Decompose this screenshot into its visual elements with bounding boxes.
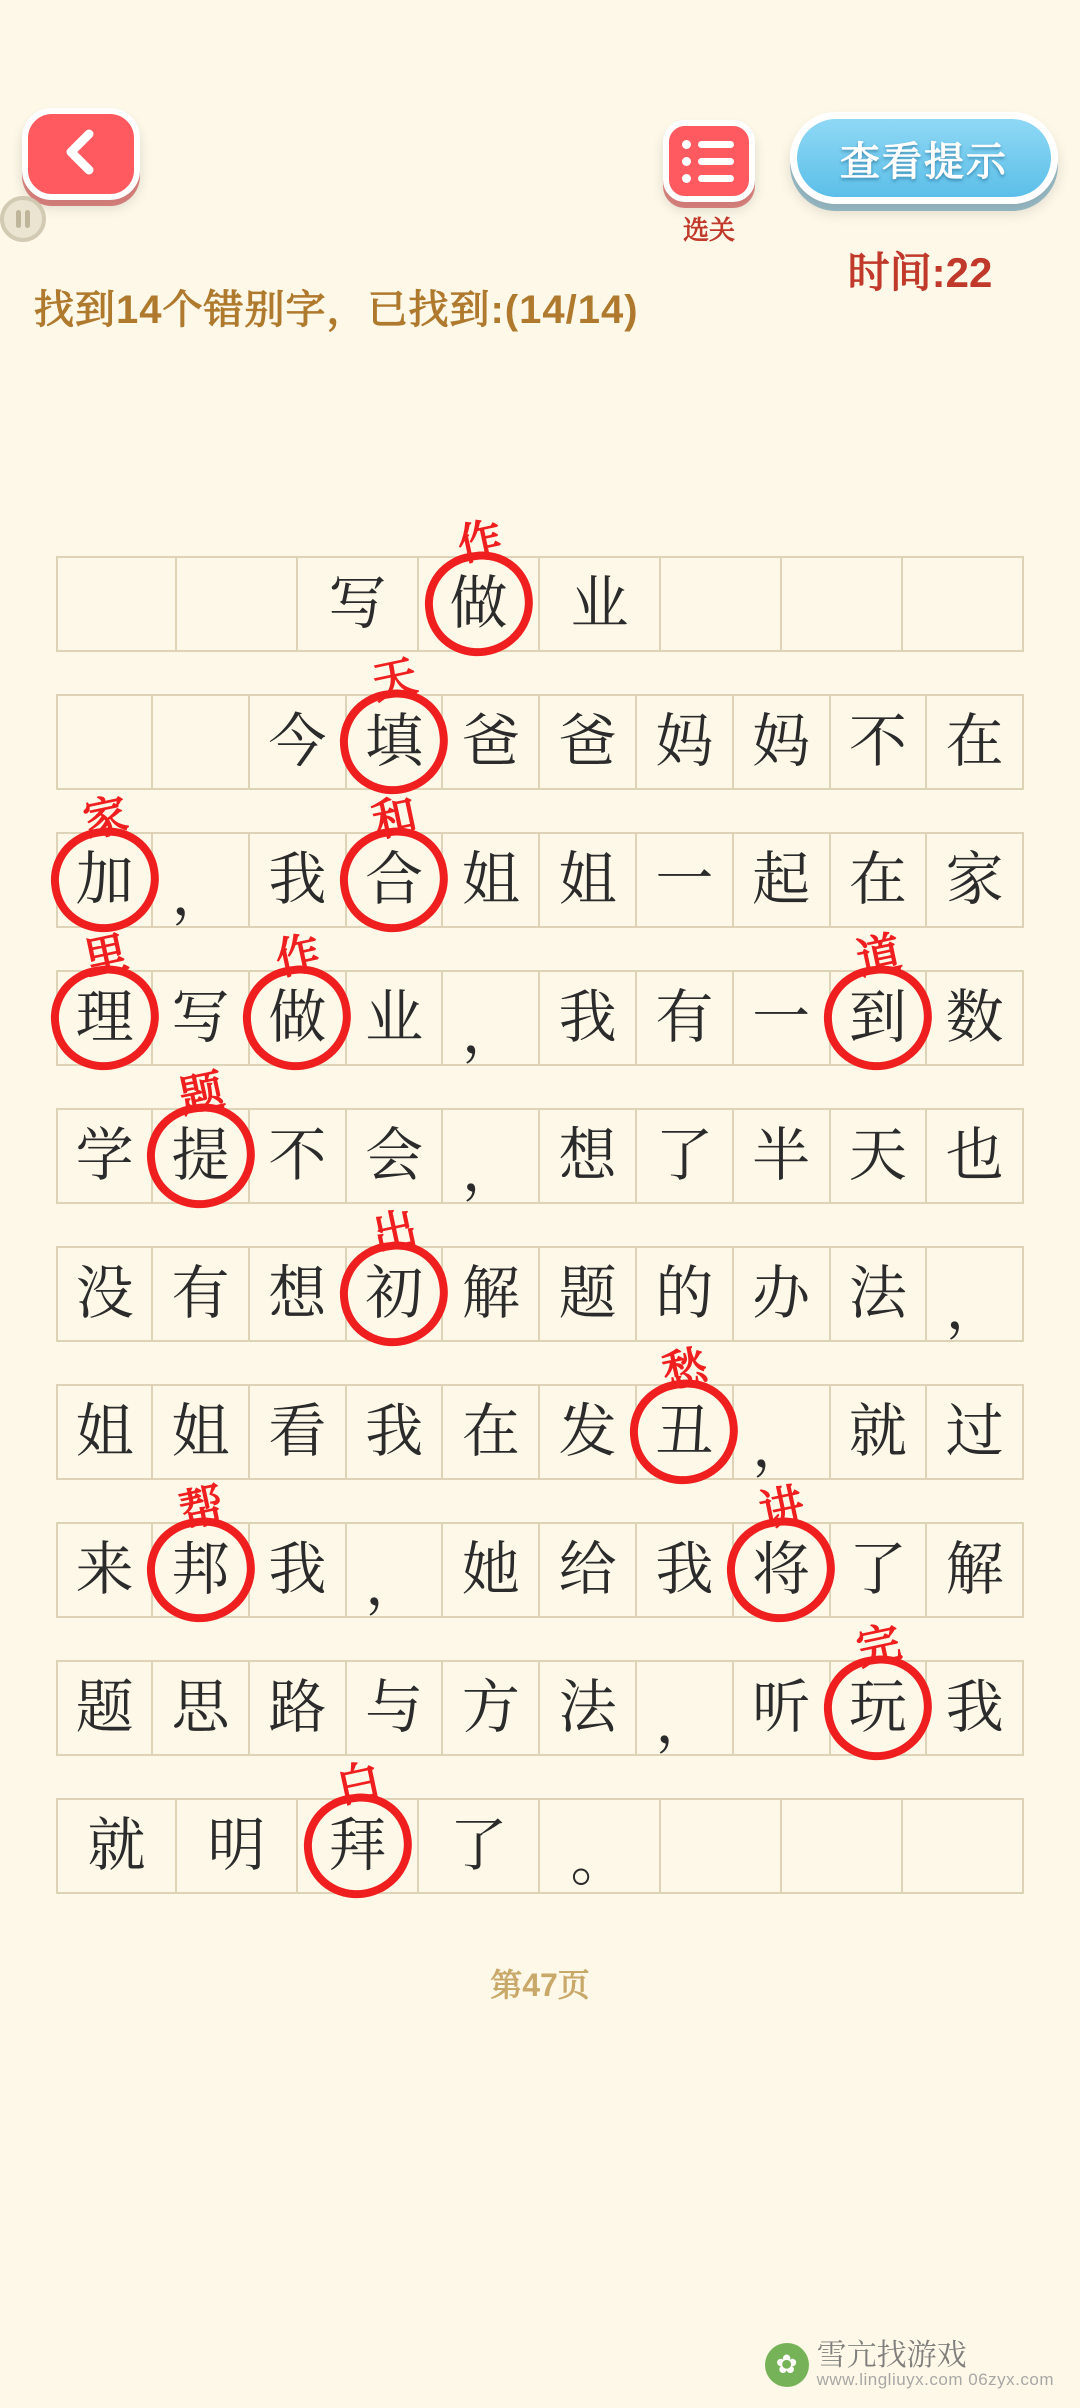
cell-character: ，: [945, 1276, 1004, 1341]
grid-row: [56, 513, 1024, 652]
grid-cell: [661, 1798, 782, 1894]
cell-character: 家: [945, 847, 1004, 912]
cell-character: 在: [848, 847, 907, 912]
cell-character: 看: [268, 1399, 327, 1464]
correction-annotation: 作: [452, 513, 507, 571]
grid-cell: [56, 556, 177, 652]
cell-character: 就: [848, 1399, 907, 1464]
cell-character: 的: [655, 1261, 714, 1326]
cell-character: 明: [207, 1813, 266, 1878]
hint-button[interactable]: [790, 112, 1058, 204]
grid-cell-marked[interactable]: [419, 513, 540, 652]
grid-cell[interactable]: [153, 1384, 250, 1480]
cell-character: ，: [171, 862, 230, 927]
grid-cell[interactable]: [637, 1246, 734, 1342]
cell-character: 提: [171, 1123, 230, 1188]
cell-character: 不: [268, 1123, 327, 1188]
watermark-main: 雪亢找游戏: [816, 2338, 967, 2372]
cell-character: 到: [848, 985, 907, 1050]
correction-annotation: 和: [368, 789, 422, 847]
grid-cell[interactable]: [927, 1660, 1024, 1756]
grid-cell[interactable]: [927, 1522, 1024, 1618]
grid-cell[interactable]: [250, 1522, 347, 1618]
cell-character: 方: [461, 1675, 520, 1740]
progress-label: 找到14个错别字，已找到:(14/14): [34, 288, 639, 332]
grid-cell[interactable]: [443, 1522, 540, 1618]
grid-cell[interactable]: [927, 1108, 1024, 1204]
cell-character: 没: [75, 1261, 134, 1326]
cell-character: 做: [449, 571, 508, 636]
cell-character: 数: [945, 985, 1004, 1050]
correction-annotation: 帮: [174, 1479, 229, 1537]
grid-cell[interactable]: [734, 1660, 831, 1756]
grid-cell[interactable]: [443, 1384, 540, 1480]
grid-cell-marked[interactable]: [347, 789, 444, 928]
grid-cell[interactable]: [250, 694, 347, 790]
grid-cell[interactable]: [540, 1246, 637, 1342]
grid-cell[interactable]: [298, 556, 419, 652]
grid-cell[interactable]: [443, 970, 540, 1066]
cell-character: 思: [171, 1675, 230, 1740]
grid-cell: [903, 556, 1024, 652]
grid-cell[interactable]: [347, 1522, 444, 1618]
grid-cell: [661, 556, 782, 652]
grid-cell[interactable]: [443, 694, 540, 790]
cell-character: 姐: [558, 847, 617, 912]
grid-row: [56, 1065, 1024, 1204]
cell-character: 会: [365, 1123, 424, 1188]
correction-annotation: 里: [78, 927, 133, 985]
grid-cell[interactable]: [419, 1798, 540, 1894]
cell-character: ，: [365, 1552, 424, 1617]
cell-character: 想: [268, 1261, 327, 1326]
chevron-left-icon: [55, 126, 107, 183]
cell-character: 听: [752, 1675, 811, 1740]
cell-character: 理: [75, 985, 134, 1050]
cell-character: 给: [558, 1537, 617, 1602]
grid-cell-marked[interactable]: [637, 1341, 734, 1480]
grid-cell[interactable]: [250, 1660, 347, 1756]
grid-cell[interactable]: [540, 1384, 637, 1480]
hint-button-label: 查看提示: [840, 139, 1008, 184]
grid-cell[interactable]: [831, 1384, 928, 1480]
cell-character: 爸: [558, 709, 617, 774]
cell-character: 有: [655, 985, 714, 1050]
grid-cell[interactable]: [734, 1246, 831, 1342]
correction-annotation: 出: [368, 1203, 422, 1261]
cell-character: 题: [558, 1261, 617, 1326]
cell-character: 一: [655, 847, 714, 912]
grid-cell: [903, 1798, 1024, 1894]
puzzle-grid: [56, 513, 1024, 2003]
grid-cell[interactable]: [153, 970, 250, 1066]
cell-character: 了: [449, 1813, 508, 1878]
cell-character: 就: [87, 1813, 146, 1878]
grid-cell[interactable]: [734, 1384, 831, 1480]
grid-cell[interactable]: [153, 1660, 250, 1756]
grid-row: [56, 927, 1024, 1066]
cell-character: ，: [655, 1690, 714, 1755]
correction-annotation: 作: [271, 927, 325, 985]
cell-character: 题: [75, 1675, 134, 1740]
grid-cell[interactable]: [177, 1798, 298, 1894]
grid-row: [56, 1755, 1024, 1894]
grid-cell[interactable]: [56, 1246, 153, 1342]
cell-character: 。: [570, 1828, 629, 1893]
cell-character: 妈: [655, 709, 714, 774]
grid-cell[interactable]: [540, 1798, 661, 1894]
cell-character: 初: [365, 1261, 424, 1326]
cell-character: 解: [461, 1261, 520, 1326]
grid-cell: [177, 556, 298, 652]
cell-character: 我: [365, 1399, 424, 1464]
cell-character: 有: [171, 1261, 230, 1326]
cell-character: 在: [945, 709, 1004, 774]
cell-character: 一: [752, 985, 811, 1050]
cell-character: 办: [752, 1261, 811, 1326]
grid-cell[interactable]: [637, 832, 734, 928]
cell-character: 我: [268, 847, 327, 912]
grid-cell: [782, 556, 903, 652]
level-select-button[interactable]: [663, 120, 755, 202]
cell-character: 想: [558, 1123, 617, 1188]
grid-cell[interactable]: [540, 1660, 637, 1756]
grid-cell[interactable]: [540, 970, 637, 1066]
correction-annotation: 家: [78, 789, 133, 847]
grid-cell[interactable]: [927, 970, 1024, 1066]
grid-cell[interactable]: [637, 1522, 734, 1618]
grid-cell[interactable]: [831, 1108, 928, 1204]
cell-character: 业: [570, 571, 629, 636]
page-number: 第47页: [490, 1967, 590, 2003]
cell-character: 妈: [752, 709, 811, 774]
grid-cell-marked[interactable]: [56, 927, 153, 1066]
grid-cell[interactable]: [927, 1384, 1024, 1480]
grid-cell-marked[interactable]: [347, 1203, 444, 1342]
cell-character: 玩: [848, 1675, 907, 1740]
correction-annotation: 白: [331, 1755, 386, 1813]
grid-cell[interactable]: [347, 970, 444, 1066]
grid-cell[interactable]: [831, 694, 928, 790]
cell-character: 了: [655, 1123, 714, 1188]
grid-cell[interactable]: [250, 1384, 347, 1480]
cell-character: 天: [848, 1123, 907, 1188]
side-handle[interactable]: [0, 196, 46, 242]
correction-annotation: 愁: [658, 1341, 712, 1399]
cell-character: 姐: [171, 1399, 230, 1464]
cell-character: 起: [752, 847, 811, 912]
cell-character: 姐: [75, 1399, 134, 1464]
grid-row: [56, 1617, 1024, 1756]
grid-cell[interactable]: [56, 1660, 153, 1756]
grid-cell[interactable]: [927, 1246, 1024, 1342]
cell-character: 邦: [171, 1537, 230, 1602]
correction-annotation: 讲: [755, 1479, 809, 1537]
grid-cell: [56, 694, 153, 790]
grid-cell[interactable]: [250, 1246, 347, 1342]
grid-cell[interactable]: [443, 832, 540, 928]
cell-character: 法: [848, 1261, 907, 1326]
cell-character: ，: [752, 1414, 811, 1479]
grid-row: [56, 1479, 1024, 1618]
cell-character: 在: [461, 1399, 520, 1464]
leaf-icon: ✿: [765, 2343, 809, 2387]
grid-cell[interactable]: [927, 694, 1024, 790]
cell-character: 半: [752, 1123, 811, 1188]
cell-character: 解: [945, 1537, 1004, 1602]
cell-character: 丑: [655, 1399, 714, 1464]
grid-row: [56, 1203, 1024, 1342]
cell-character: 我: [268, 1537, 327, 1602]
grid-cell[interactable]: [637, 694, 734, 790]
grid-cell[interactable]: [347, 1108, 444, 1204]
grid-cell[interactable]: [540, 694, 637, 790]
cell-character: 我: [655, 1537, 714, 1602]
grid-cell[interactable]: [831, 832, 928, 928]
correction-annotation: 完: [852, 1617, 906, 1675]
cell-character: 加: [75, 847, 134, 912]
cell-character: 我: [558, 985, 617, 1050]
grid-cell[interactable]: [443, 1660, 540, 1756]
cell-character: 合: [365, 847, 424, 912]
cell-character: 学: [75, 1123, 134, 1188]
cell-character: 她: [461, 1537, 520, 1602]
grid-cell[interactable]: [734, 970, 831, 1066]
cell-character: 写: [171, 985, 230, 1050]
level-select-label: 选关: [682, 215, 735, 245]
grid-cell: [153, 694, 250, 790]
cell-character: 不: [848, 709, 907, 774]
grid-cell-marked[interactable]: [734, 1479, 831, 1618]
cell-character: 发: [558, 1399, 617, 1464]
grid-cell[interactable]: [250, 832, 347, 928]
grid-cell[interactable]: [831, 1522, 928, 1618]
grid-cell[interactable]: [540, 1522, 637, 1618]
grid-cell[interactable]: [540, 832, 637, 928]
cell-character: 与: [365, 1675, 424, 1740]
cell-character: ，: [461, 1000, 520, 1065]
grid-cell-marked[interactable]: [56, 789, 153, 928]
grid-cell-marked[interactable]: [153, 1065, 250, 1204]
timer-label: 时间:22: [847, 249, 993, 296]
grid-row: [56, 789, 1024, 928]
cell-character: 做: [268, 985, 327, 1050]
grid-cell[interactable]: [637, 970, 734, 1066]
grid-cell-marked[interactable]: [831, 1617, 928, 1756]
cell-character: 来: [75, 1537, 134, 1602]
grid-cell[interactable]: [831, 1246, 928, 1342]
list-icon: [682, 138, 736, 184]
grid-cell[interactable]: [56, 1384, 153, 1480]
grid-cell[interactable]: [56, 1108, 153, 1204]
grid-row: [56, 651, 1024, 790]
grid-cell[interactable]: [927, 832, 1024, 928]
grid-cell[interactable]: [347, 1660, 444, 1756]
grid-cell-marked[interactable]: [298, 1755, 419, 1894]
correction-annotation: 道: [852, 927, 906, 985]
grid-cell[interactable]: [56, 1522, 153, 1618]
back-button[interactable]: [22, 108, 140, 200]
watermark: [765, 2340, 1054, 2390]
cell-character: 路: [268, 1675, 327, 1740]
grid-cell[interactable]: [734, 832, 831, 928]
grid-cell-marked[interactable]: [831, 927, 928, 1066]
grid-cell[interactable]: [734, 694, 831, 790]
grid-cell[interactable]: [153, 1246, 250, 1342]
cell-character: 也: [945, 1123, 1004, 1188]
grid-cell[interactable]: [250, 1108, 347, 1204]
cell-character: ，: [461, 1138, 520, 1203]
cell-character: 将: [752, 1537, 811, 1602]
grid-cell-marked[interactable]: [250, 927, 347, 1066]
grid-cell[interactable]: [637, 1108, 734, 1204]
grid-cell[interactable]: [540, 556, 661, 652]
cell-character: 我: [945, 1675, 1004, 1740]
cell-character: 拜: [328, 1813, 387, 1878]
grid-cell: [782, 1798, 903, 1894]
grid-cell[interactable]: [56, 1798, 177, 1894]
grid-cell[interactable]: [443, 1246, 540, 1342]
grid-cell[interactable]: [347, 1384, 444, 1480]
cell-character: 姐: [461, 847, 520, 912]
grid-cell[interactable]: [443, 1108, 540, 1204]
correction-annotation: 题: [174, 1065, 229, 1123]
grid-cell[interactable]: [637, 1660, 734, 1756]
correction-annotation: 天: [368, 651, 422, 709]
grid-row: [56, 1341, 1024, 1480]
cell-character: 了: [848, 1537, 907, 1602]
cell-character: 写: [328, 571, 387, 636]
cell-character: 业: [365, 985, 424, 1050]
grid-cell[interactable]: [734, 1108, 831, 1204]
watermark-sub: www.lingliuyx.com 06zyx.com: [816, 2370, 1054, 2390]
cell-character: 填: [365, 709, 424, 774]
grid-cell-marked[interactable]: [347, 651, 444, 790]
cell-character: 法: [558, 1675, 617, 1740]
cell-character: 爸: [461, 709, 520, 774]
cell-character: 过: [945, 1399, 1004, 1464]
cell-character: 今: [268, 709, 327, 774]
grid-cell-marked[interactable]: [153, 1479, 250, 1618]
grid-cell[interactable]: [153, 832, 250, 928]
grid-cell[interactable]: [540, 1108, 637, 1204]
